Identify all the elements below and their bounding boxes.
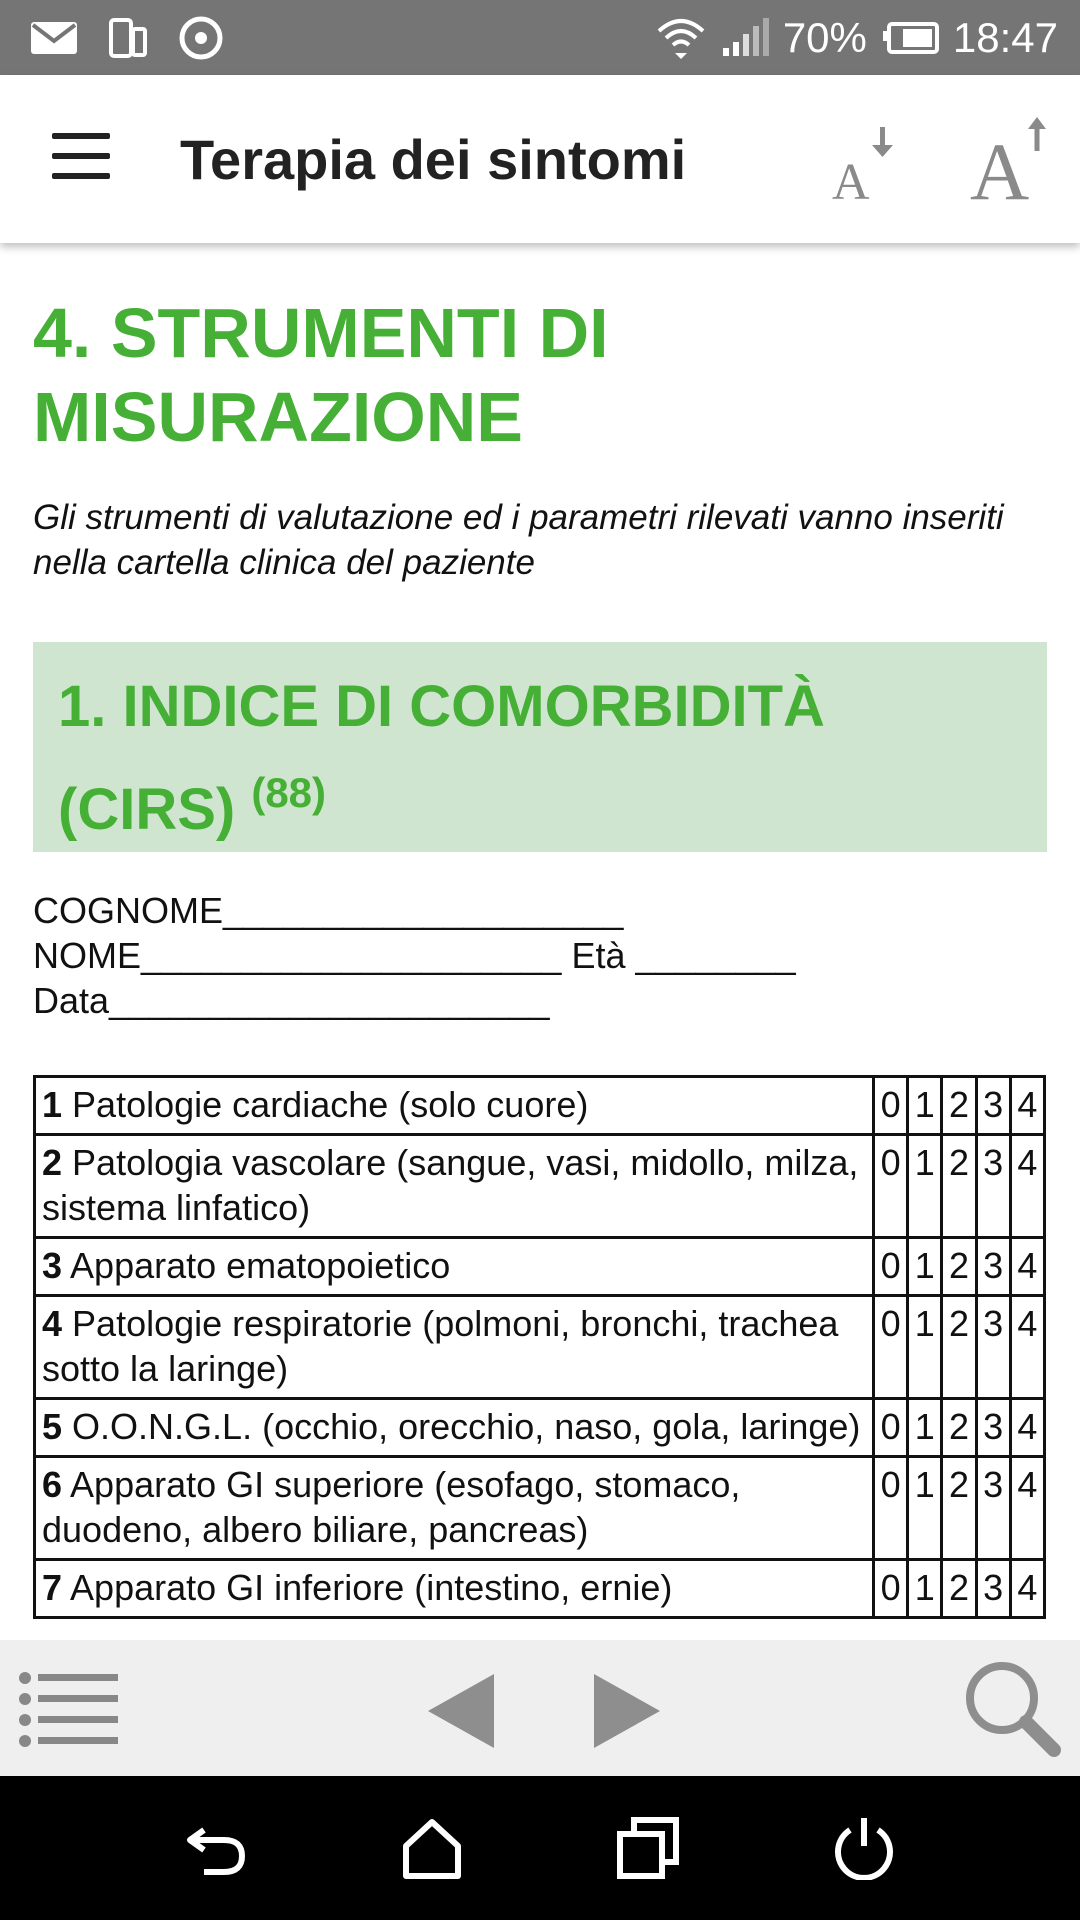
score-cell[interactable]: 4 [1010,1135,1044,1238]
system-navigation-bar [0,1776,1080,1920]
form-nome: NOME_____________________ Età ________ [33,935,796,976]
svg-text:A: A [832,154,870,203]
app-title: Terapia dei sintomi [180,128,687,191]
table-of-contents-icon[interactable] [18,1670,120,1752]
wifi-icon [655,13,707,63]
row-label [35,1399,874,1457]
score-cell[interactable]: 0 [874,1238,908,1296]
back-icon[interactable] [184,1816,248,1880]
row-label [35,1077,874,1135]
score-cell[interactable]: 1 [908,1296,942,1399]
battery-percent: 70% [782,13,867,61]
mail-icon [30,21,78,55]
row-number: 5 [42,1406,63,1447]
score-cell[interactable]: 0 [874,1077,908,1135]
table-row [35,1077,1045,1135]
score-cell[interactable]: 4 [1010,1399,1044,1457]
score-cell[interactable]: 0 [874,1560,908,1618]
battery-icon [881,22,939,54]
score-cell[interactable]: 2 [942,1560,976,1618]
score-cell[interactable]: 3 [976,1457,1010,1560]
score-cell[interactable]: 2 [942,1296,976,1399]
row-text: Patologie respiratorie (polmoni, bronchi, trachea sotto la laringe) [42,1303,839,1389]
row-number: 7 [42,1567,63,1608]
reference-superscript: (88) [251,769,327,816]
next-arrow-icon[interactable] [592,1672,662,1750]
score-cell[interactable]: 3 [976,1296,1010,1399]
row-text: Apparato ematopoietico [70,1245,451,1286]
bottom-toolbar [0,1640,1080,1776]
score-cell[interactable]: 4 [1010,1077,1044,1135]
row-number: 1 [42,1084,63,1125]
app-bar [0,75,1080,243]
content-area[interactable] [0,243,1080,1640]
status-bar-right [655,0,1058,75]
table-row [35,1457,1045,1560]
hamburger-menu-icon[interactable] [52,133,110,181]
recents-icon[interactable] [616,1816,680,1880]
row-number: 6 [42,1464,63,1505]
subsection-heading-line1: 1. INDICE DI COMORBIDITÀ [58,674,825,739]
score-cell[interactable]: 3 [976,1560,1010,1618]
score-cell[interactable]: 2 [942,1457,976,1560]
previous-arrow-icon[interactable] [426,1672,496,1750]
score-cell[interactable]: 1 [908,1560,942,1618]
score-cell[interactable]: 2 [942,1399,976,1457]
score-cell[interactable]: 4 [1010,1238,1044,1296]
form-data: Data______________________ [33,980,550,1021]
score-cell[interactable]: 0 [874,1135,908,1238]
score-cell[interactable]: 2 [942,1077,976,1135]
font-increase-icon[interactable] [970,115,1050,205]
score-cell[interactable]: 1 [908,1238,942,1296]
score-cell[interactable]: 3 [976,1077,1010,1135]
row-text: Patologie cardiache (solo cuore) [72,1084,589,1125]
score-cell[interactable]: 3 [976,1135,1010,1238]
patient-form [33,888,796,1023]
status-bar [0,0,1080,75]
score-cell[interactable]: 1 [908,1457,942,1560]
subsection-heading-line2: (CIRS) [58,777,236,842]
cirs-table [33,1075,1046,1619]
score-cell[interactable]: 0 [874,1457,908,1560]
score-cell[interactable]: 1 [908,1135,942,1238]
score-cell[interactable]: 1 [908,1399,942,1457]
score-cell[interactable]: 4 [1010,1457,1044,1560]
clock: 18:47 [952,13,1058,61]
svg-text:A: A [970,126,1030,205]
row-number: 3 [42,1245,63,1286]
font-decrease-icon[interactable] [830,123,900,203]
score-cell[interactable]: 4 [1010,1560,1044,1618]
score-cell[interactable]: 0 [874,1296,908,1399]
row-text: Patologia vascolare (sangue, vasi, midollo, milza, sistema linfatico) [42,1142,859,1228]
status-bar-left [30,0,224,75]
subsection-box [33,642,1047,852]
table-row [35,1399,1045,1457]
search-icon[interactable] [962,1658,1062,1758]
row-label [35,1560,874,1618]
score-cell[interactable]: 3 [976,1238,1010,1296]
subsection-heading [58,664,1018,853]
row-text: Apparato GI superiore (esofago, stomaco, duodeno, albero biliare, pancreas) [42,1464,741,1550]
row-number: 4 [42,1303,63,1344]
circle-dot-icon [178,15,224,61]
home-icon[interactable] [400,1816,464,1880]
score-cell[interactable]: 3 [976,1399,1010,1457]
row-label [35,1457,874,1560]
row-text: Apparato GI inferiore (intestino, ernie) [70,1567,673,1608]
score-cell[interactable]: 2 [942,1135,976,1238]
row-label [35,1238,874,1296]
table-row [35,1238,1045,1296]
power-icon[interactable] [832,1816,896,1880]
score-cell[interactable]: 4 [1010,1296,1044,1399]
score-cell[interactable]: 0 [874,1399,908,1457]
form-cognome: COGNOME____________________ [33,890,624,931]
section-heading-line1: 4. STRUMENTI DI [33,294,609,372]
phone-device-icon [108,17,148,59]
table-row [35,1296,1045,1399]
score-cell[interactable]: 2 [942,1238,976,1296]
row-label [35,1135,874,1238]
row-label [35,1296,874,1399]
table-row [35,1560,1045,1618]
section-heading-line2: MISURAZIONE [33,378,523,456]
score-cell[interactable]: 1 [908,1077,942,1135]
intro-text: Gli strumenti di valutazione ed i parametri rilevati vanno inseriti nella cartella clinica del paziente [33,498,1004,582]
section-heading [33,291,1033,459]
row-text: O.O.N.G.L. (occhio, orecchio, naso, gola, laringe) [72,1406,861,1447]
signal-icon [721,18,769,58]
table-row [35,1135,1045,1238]
row-number: 2 [42,1142,63,1183]
